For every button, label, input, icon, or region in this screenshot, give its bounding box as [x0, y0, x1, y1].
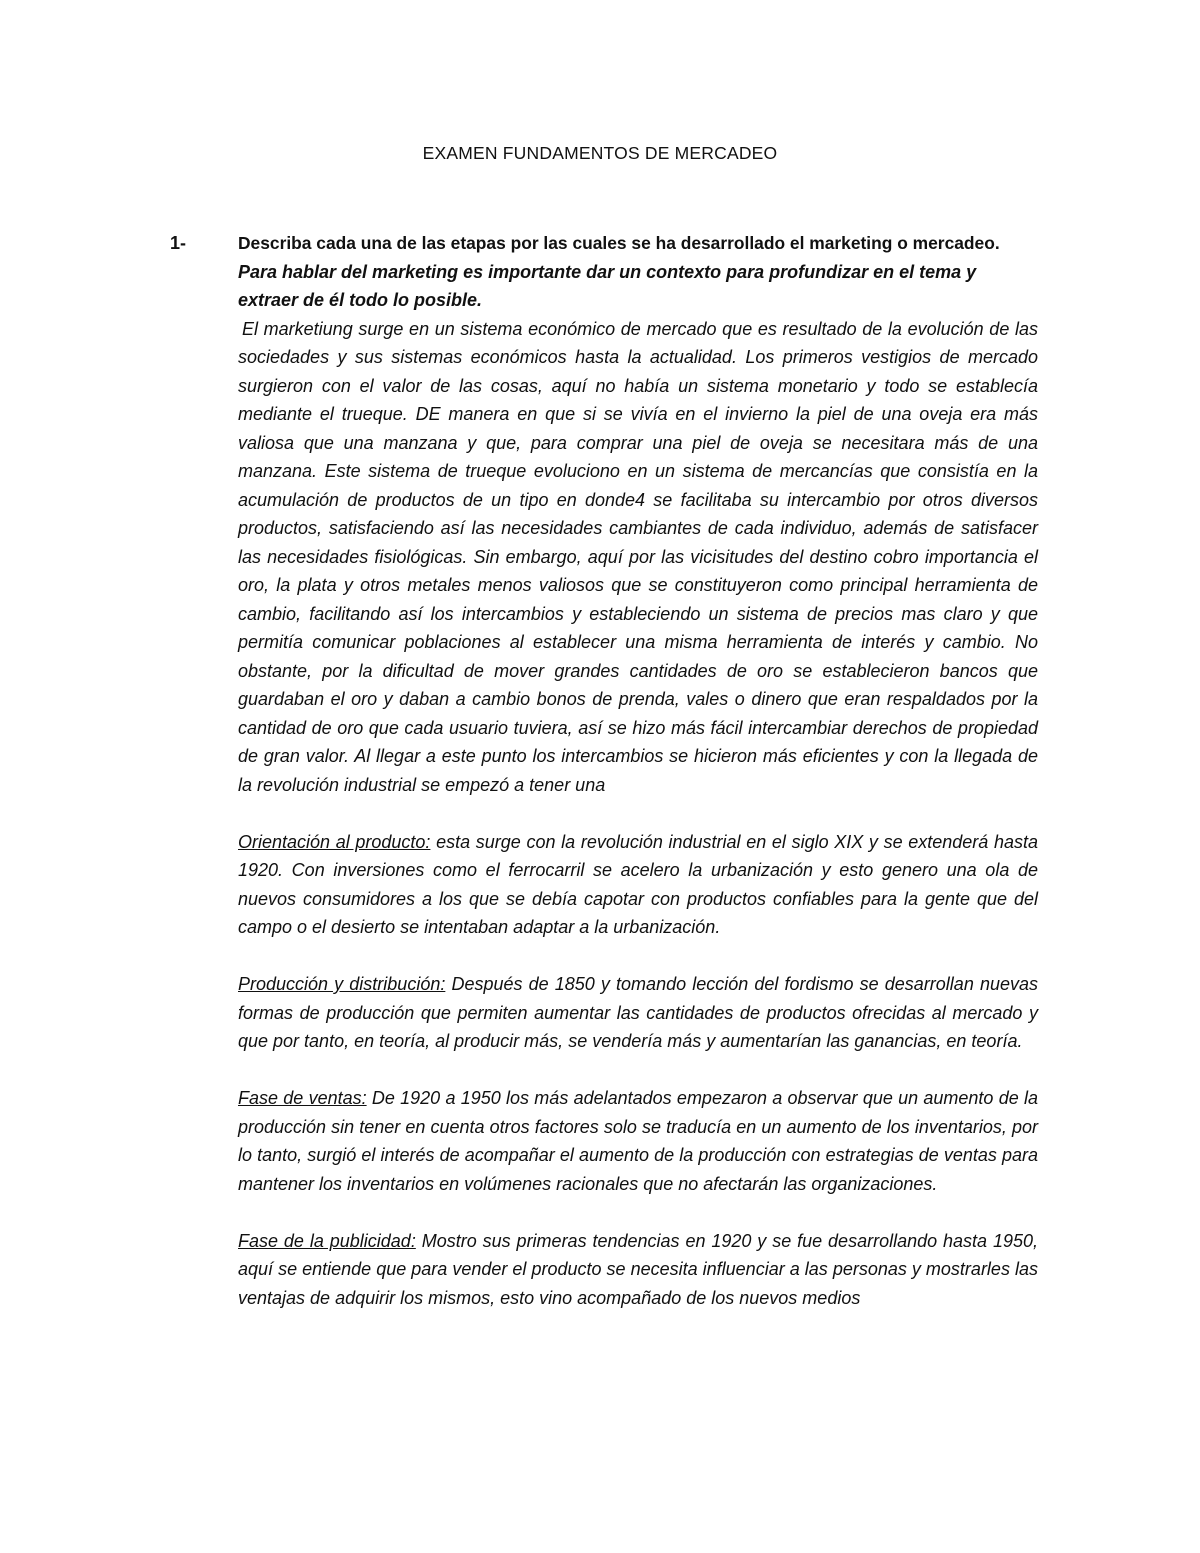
question-body [238, 229, 1038, 1312]
section-advertising-phase [238, 1227, 1038, 1313]
question-number: 1- [170, 233, 187, 253]
section-heading: Fase de la publicidad: [238, 1230, 416, 1251]
section-production-distribution [238, 970, 1038, 1056]
section-text: esta surge con la revolución industrial en el siglo XIX y se extenderá hasta 1920. Con inversiones como el ferrocarril se acelero la urbanización y esto genero una ola de nuevos consumidores a los que se debía capotar con productos confiables para la gente que del campo o el desierto se intentaban adaptar a la urbanización. [238, 831, 1039, 937]
section-text: De 1920 a 1950 los más adelantados empezaron a observar que un aumento de la producción sin tener en cuenta otros factores solo se traducía en un aumento de los inventarios, por lo tanto, surgió el interés de acompañar el aumento de la producción con estrategias de ventas para mantener los inventarios en volúmenes racionales que no afectarán las organizaciones. [238, 1088, 1039, 1194]
answer-intro: Para hablar del marketing es importante dar un contexto para profundizar en el tema y extraer de él todo lo posible. [238, 261, 977, 310]
section-text: Después de 1850 y tomando lección del fordismo se desarrollan nuevas formas de producción que permiten aumentar las cantidades de productos ofrecidas al mercado y que por tanto, en teoría, al producir más, se vendería más y aumentarían las ganancias, en teoría. [238, 974, 1038, 1051]
document-title: EXAMEN FUNDAMENTOS DE MERCADEO [422, 143, 778, 163]
section-heading: Fase de ventas: [238, 1088, 367, 1108]
question-text: Describa cada una de las etapas por las cuales se ha desarrollado el marketing o mercadeo. [238, 233, 1000, 253]
section-heading: Orientación al producto: [238, 831, 431, 852]
section-product-orientation [238, 828, 1038, 942]
section-sales-phase [238, 1084, 1038, 1198]
section-text: Mostro sus primeras tendencias en 1920 y se fue desarrollando hasta 1950, aquí se entiende que para vender el producto se necesita influenciar a las personas y mostrarles las ventajas de adquirir los mismos, esto vino acompañado de los nuevos medios [238, 1230, 1038, 1308]
answer-paragraph: El marketiung surge en un sistema económico de mercado que es resultado de la evolución de las sociedades y sus sistemas económicos hasta la actualidad. Los primeros vestigios de mercado surgieron con el valor de las cosas, aquí no había un sistema monetario y todo se establecía mediante el trueque. DE manera en que si se vivía en el invierno la piel de una oveja era más valiosa que una manzana y que, para comprar una piel de oveja se necesitara más de una manzana. Este sistema de trueque evoluciono en un sistema de mercancías que consistía en la acumulación de productos de un tipo en donde4 se facilitaba su intercambio por otros diversos productos, satisfaciendo así las necesidades cambiantes de cada individuo, además de satisfacer las necesidades fisiológicas. Sin embargo, aquí por las vicisitudes del destino cobro importancia el oro, la plata y otros metales menos valiosos que se constituyeron como principal herramienta de cambio, facilitando así los intercambios y estableciendo un sistema de precios mas claro y que permitía comunicar poblaciones al establecer una misma herramienta de interés y cambio. No obstante, por la dificultad de mover grandes cantidades de oro se establecieron bancos que guardaban el oro y daban a cambio bonos de prenda, vales o dinero que eran respaldados por la cantidad de oro que cada usuario tuviera, así se hizo más fácil intercambiar derechos de propiedad de gran valor. Al llegar a este punto los intercambios se hicieron más eficientes y con la llegada de la revolución industrial se empezó a tener una [238, 318, 1038, 795]
question-block [170, 229, 1040, 1312]
section-heading: Producción y distribución: [238, 974, 446, 994]
